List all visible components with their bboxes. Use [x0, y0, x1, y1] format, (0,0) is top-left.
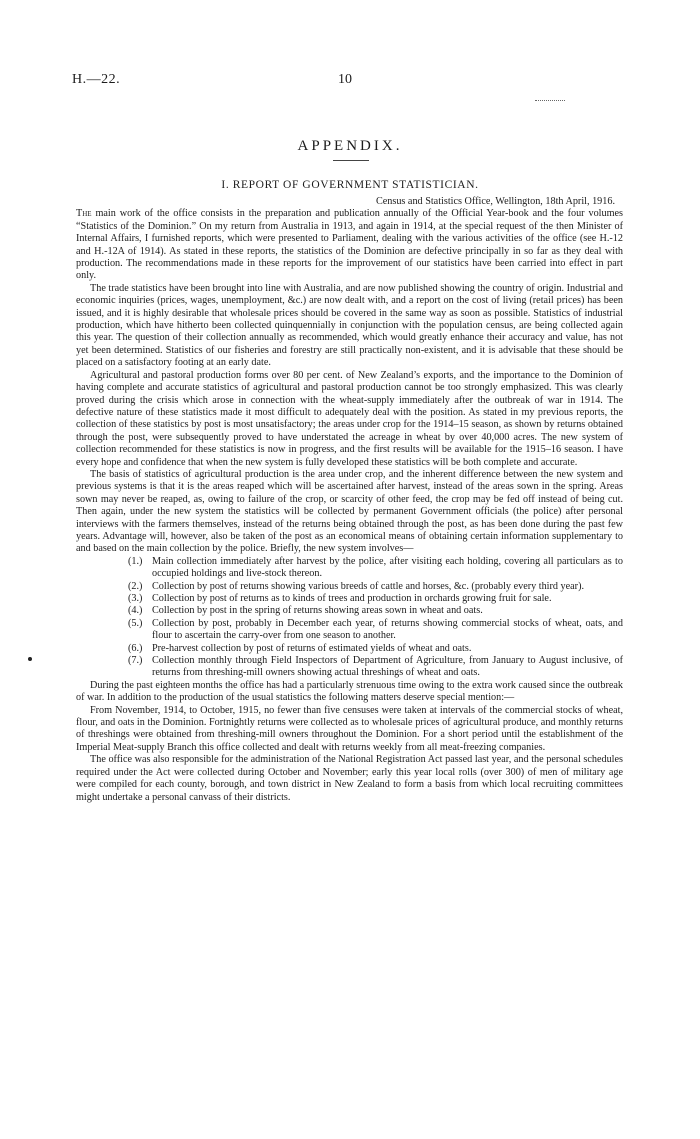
document-reference: H.—22.	[72, 72, 121, 87]
appendix-title: APPENDIX.	[297, 138, 403, 154]
list-item	[76, 618, 623, 643]
lead-word: The	[76, 208, 92, 220]
header-dotted-mark	[535, 100, 565, 101]
list-item-number: (5.)	[128, 617, 143, 629]
page-number: 10	[338, 72, 352, 87]
list-item	[76, 605, 623, 617]
list-item	[76, 593, 623, 605]
list-item	[76, 556, 623, 581]
paragraph-5: During the past eighteen months the office has had a particularly strenuous time owing to the extra work caused since the outbreak of war. In addition to the production of the usual statistics the following matters deserve special mention:—	[76, 679, 623, 704]
list-item-number: (3.)	[128, 593, 143, 604]
list-item-text: Collection by post of returns showing various breeds of cattle and horses, &c. (probably every third year).	[152, 580, 585, 592]
list-item-number: (4.)	[128, 605, 143, 617]
list-item-number: (1.)	[128, 555, 143, 567]
report-body	[76, 196, 623, 804]
title-rule	[333, 160, 369, 161]
list-item-text: Collection by post, probably in December each year, of returns showing commercial stocks of wheat, oats, and flour to ascertain the carry-over from one season to another.	[152, 617, 623, 642]
paragraph-7: The office was also responsible for the administration of the National Registration Act passed last year, and the personal schedules required under the Act were collected during October and November; early this year local rolls (over 300) of men of military age were compiled for each county, borough, and town district in New Zealand to form a basis from which local recruiting committees might undertake a personal canvass of their districts.	[76, 754, 623, 803]
list-item-text: Collection by post of returns as to kinds of trees and production in orchards growing fruit for sale.	[152, 593, 552, 604]
list-item-number: (6.)	[128, 642, 143, 654]
list-item-text: Collection by post in the spring of returns showing areas sown in wheat and oats.	[152, 605, 483, 617]
section-title: I. REPORT OF GOVERNMENT STATISTICIAN.	[221, 179, 479, 191]
list-item-number: (2.)	[128, 580, 143, 592]
list-item-text: Main collection immediately after harvest by the police, after visiting each holding, covering all particulars as to occupied holdings and live-stock thereon.	[152, 555, 623, 580]
collection-list	[76, 556, 623, 680]
paragraph-6: From November, 1914, to October, 1915, no fewer than five censuses were taken at intervals of the commercial stocks of wheat, flour, and oats in the Dominion. Fortnightly returns were collected as to wholesale prices of agricultural produce, and monthly returns of threshings were obtained from threshing-mill owners throughout the Dominion. For a short period until the establishment of the Imperial Meat-supply Branch this office collected and dealt with returns weekly from all meat-freezing companies.	[76, 704, 623, 753]
date-line: Census and Statistics Office, Wellington, 18th April, 1916.	[375, 196, 615, 207]
paragraph-2: The trade statistics have been brought into line with Australia, and are now published showing the country of origin. Industrial and economic inquiries (prices, wages, unemployment, &c.) are now dealt with, and a report on the cost of living (retail prices) has been issued, and it is highly desirable that wholesale prices should be covered in the same way as soon as possible. Statistics of industrial production, which have hitherto been collected quinquennially in conjunction with the population census, are being collected again this year. The question of their collection annually as recommended, which would greatly enhance their accuracy and value, has not yet been determined. Statistics of our fisheries and forestry are still practically non-existent, and it is advisable that these should be placed on a satisfactory footing at an early date.	[76, 282, 623, 369]
list-item	[76, 655, 623, 680]
list-item-number: (7.)	[128, 655, 143, 667]
margin-mark	[28, 657, 32, 661]
list-item-text: Collection monthly through Field Inspectors of Department of Agriculture, from January to August inclusive, of returns from threshing-mill owners showing actual threshings of wheat and oats.	[152, 655, 623, 679]
paragraph-4: The basis of statistics of agricultural production is the area under crop, and the inherent difference between the new system and previous systems is that it is the areas reaped which will be ascertained after harvest, instead of the areas sown in the spring. Areas sown may never be reaped, as, owing to failure of the crop, or scarcity of other feed, the crop may be fed off instead of being cut. Then again, under the new system the statistics will be collected by permanent Government officials (the police) after personal interviews with the farmers themselves, instead of the returns being obtained through the post, as has been done during the past few years. Advantage will, however, also be taken of the post as an economical means of obtaining certain information supplementary to and based on the main collection by the police. Briefly, the new system involves—	[76, 468, 623, 555]
list-item	[76, 643, 623, 655]
paragraph-3: Agricultural and pastoral production forms over 80 per cent. of New Zealand’s exports, and the importance to the Dominion of having complete and accurate statistics of agricultural and pastoral production cannot be too strongly emphasized. This was clearly proved during the crisis which arose in connection with the wheat-supply immediately after the outbreak of war in 1914. The defective nature of these statistics made it most difficult to adequately deal with the position. As stated in my previous reports, the collection of these statistics by post is most unsatisfactory; the areas under crop for the 1914–15 season, as shown by returns obtained through the post, were subsequently proved to have understated the acreage in wheat by over 40,000 acres. The new system of collection recommended for these statistics is now in progress, and the first results will be available for the 1915–16 season. I have every hope and confidence that when the new system is fully developed these statistics will be both complete and accurate.	[76, 369, 623, 468]
paragraph-1	[76, 208, 623, 282]
list-item	[76, 581, 623, 593]
list-item-text: Pre-harvest collection by post of returns of estimated yields of wheat and oats.	[152, 642, 472, 654]
paragraph-text: main work of the office consists in the preparation and publication annually of the Official Year-book and the four volumes “Statistics of the Dominion.” On my return from Australia in 1913, and again in 1914, at the special request of the then Minister of Internal Affairs, I furnished reports, which were presented to Parliament, dealing with the various activities of the office (see H.-12 and H.-12A of 1914). As stated in these reports, the statistics of the Dominion are defective principally in so far as they deal with production. The recommendations made in these reports for the improvement of our statistics have been carried into effect in part only.	[76, 208, 623, 282]
